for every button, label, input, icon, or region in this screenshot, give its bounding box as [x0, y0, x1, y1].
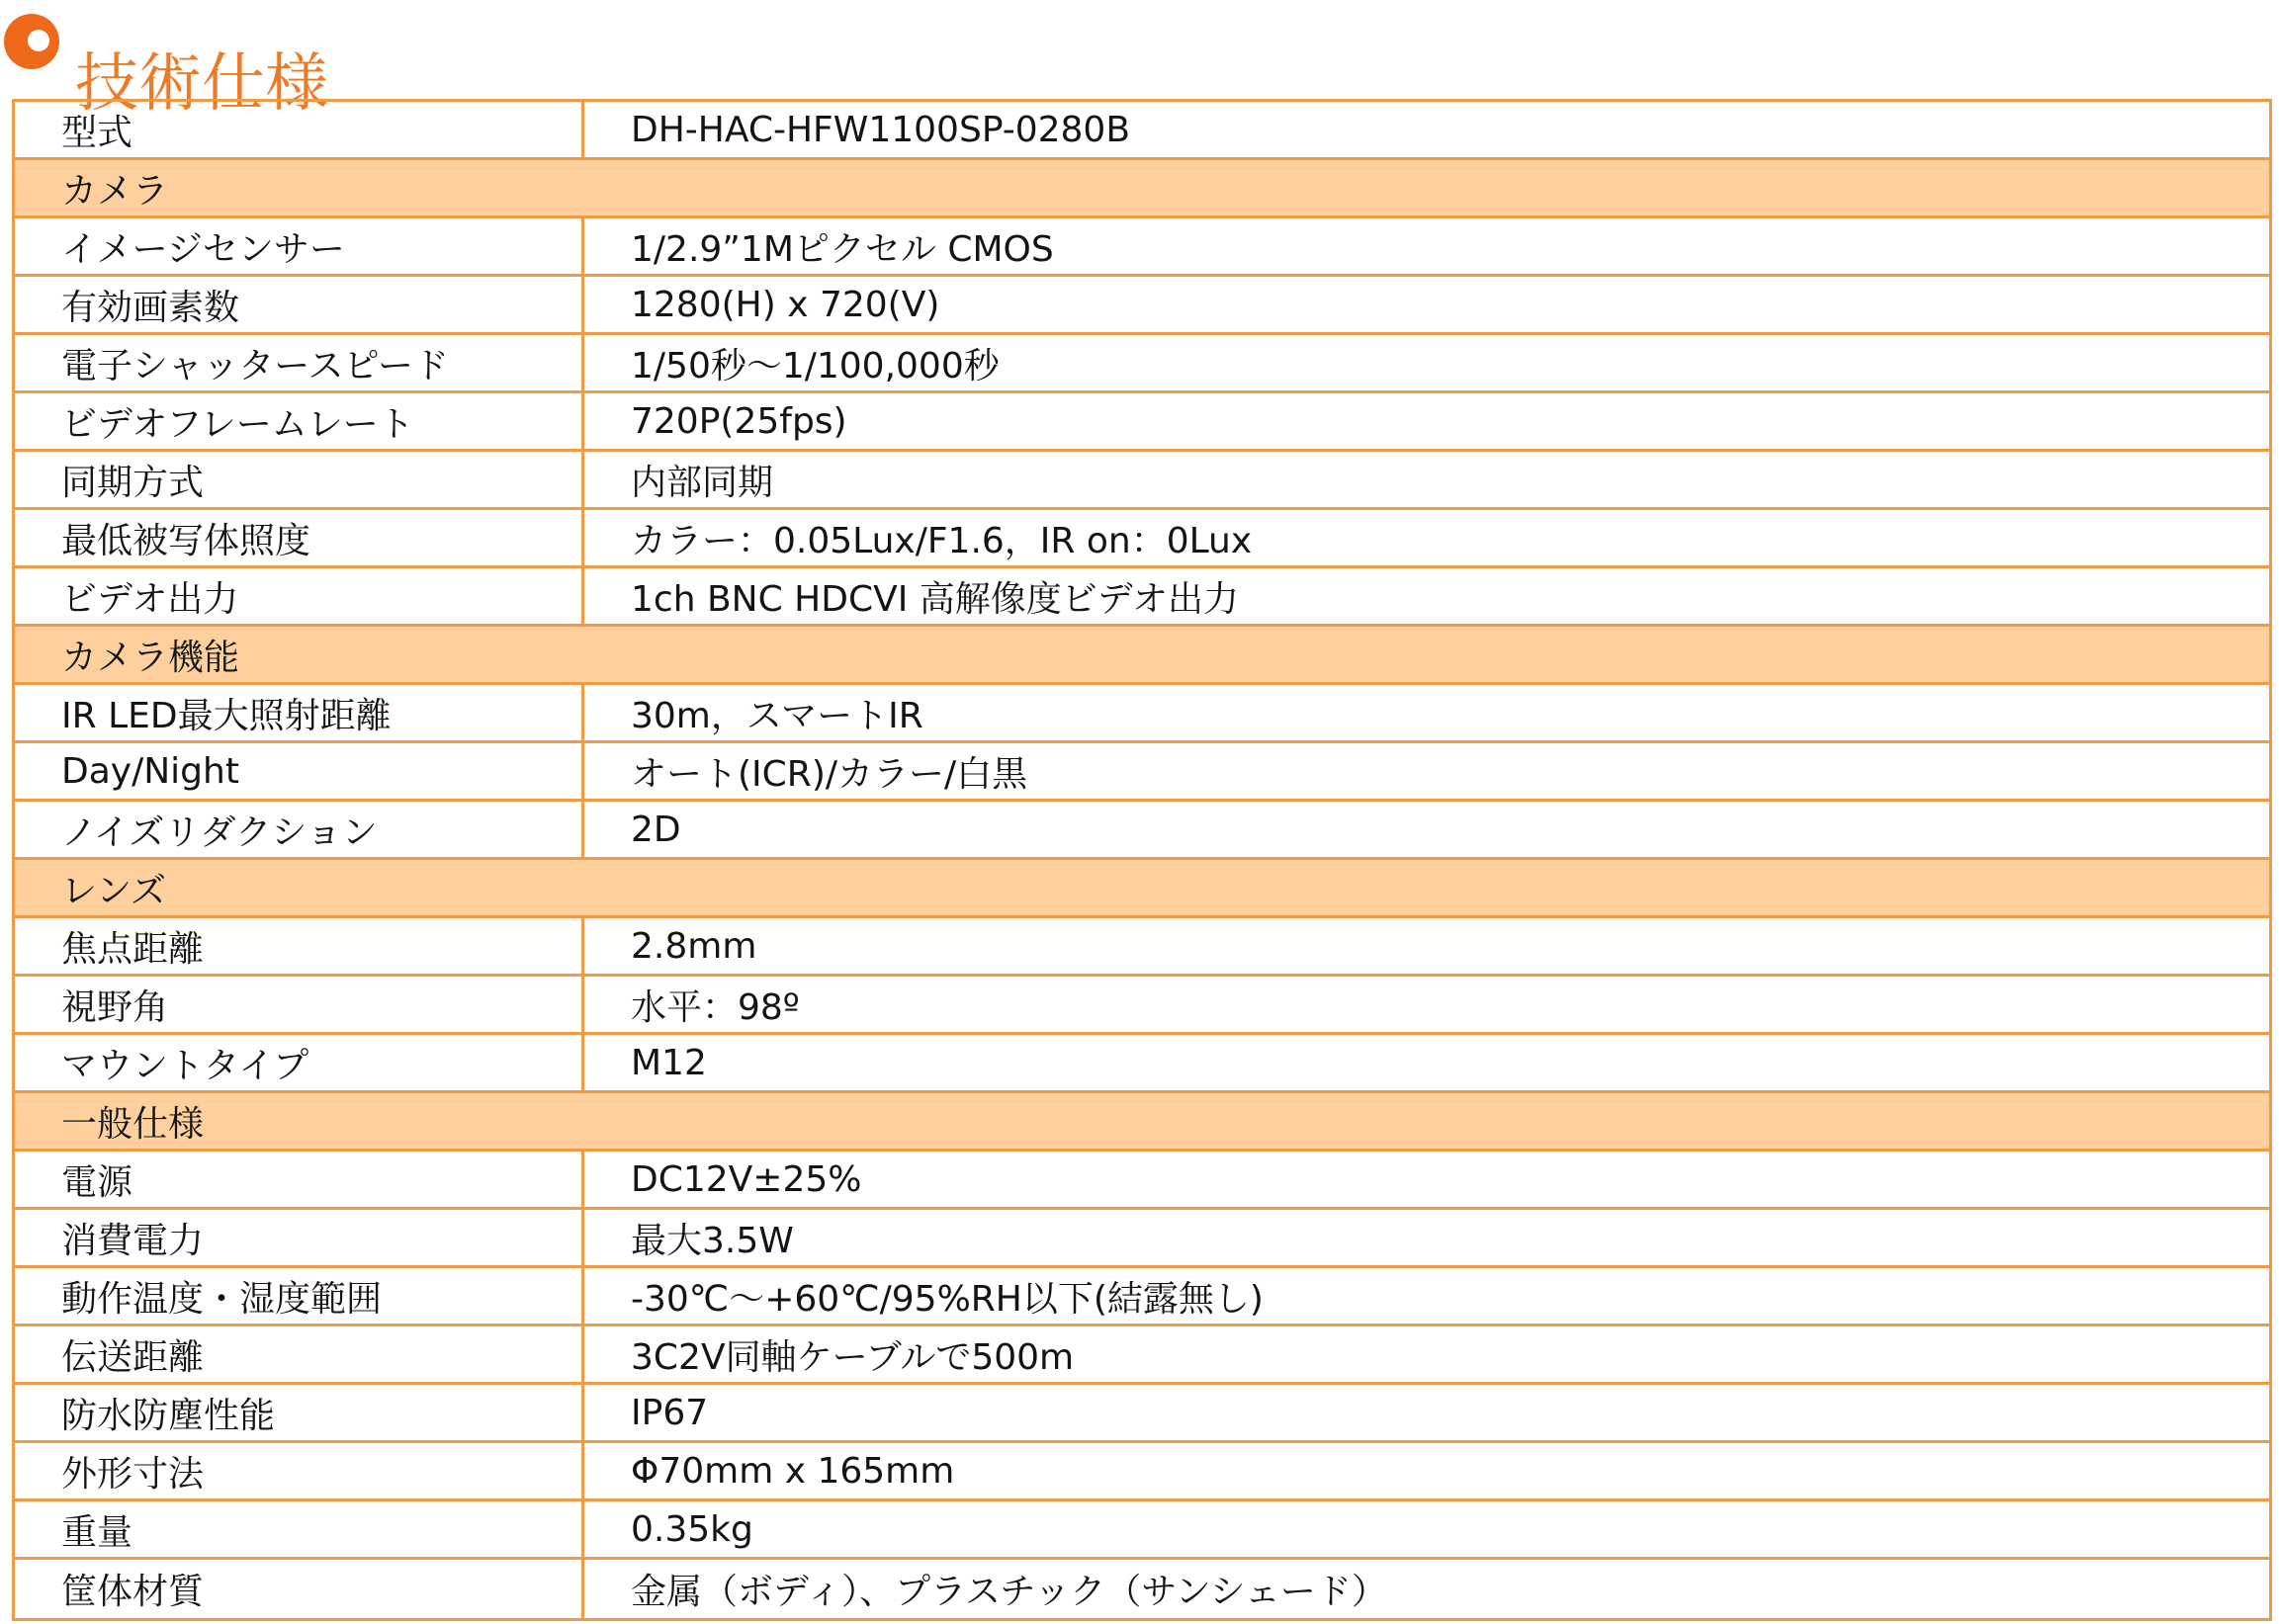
spec-row [15, 685, 2269, 743]
section-title: カメラ機能 [61, 637, 240, 678]
spec-value: 0.35kg [631, 1508, 753, 1550]
spec-label: 有効画素数 [15, 277, 584, 332]
spec-value: オート(ICR)/カラー/白黒 [631, 753, 1028, 795]
spec-value: 30m，スマートIR [631, 695, 923, 736]
spec-value: 1/2.9”1Mピクセル CMOS [631, 228, 1054, 270]
spec-value: Φ70mm x 165mm [631, 1450, 955, 1492]
spec-value: 1/50秒〜1/100,000秒 [631, 345, 1000, 386]
spec-value: 1ch BNC HDCVI 高解像度ビデオ出力 [631, 578, 1240, 620]
spec-value: M12 [631, 1042, 707, 1083]
spec-row [15, 1152, 2269, 1210]
spec-row [15, 1210, 2269, 1268]
spec-row [15, 1501, 2269, 1560]
spec-row [15, 1268, 2269, 1326]
spec-row [15, 1326, 2269, 1385]
spec-row [15, 1560, 2269, 1618]
page-title: 技術仕様 [75, 46, 328, 121]
section-header-row [15, 160, 2269, 218]
spec-table [12, 99, 2272, 1621]
spec-row [15, 277, 2269, 335]
spec-label: Day/Night [15, 743, 584, 799]
spec-label: 視野角 [15, 977, 584, 1032]
spec-label: 電子シャッタースピード [15, 335, 584, 390]
spec-value: DH-HAC-HFW1100SP-0280B [631, 109, 1131, 150]
spec-value: 3C2V同軸ケーブルで500m [631, 1336, 1075, 1378]
spec-value: 1280(H) x 720(V) [631, 284, 940, 325]
spec-value: 2.8mm [631, 925, 757, 967]
spec-value: -30℃〜+60℃/95%RH以下(結露無し) [631, 1278, 1264, 1320]
spec-label: 外形寸法 [15, 1443, 584, 1498]
spec-label: ビデオフレームレート [15, 393, 584, 449]
spec-label: 消費電力 [15, 1210, 584, 1265]
spec-row [15, 977, 2269, 1035]
spec-value: カラー：0.05Lux/F1.6，IR on：0Lux [631, 520, 1253, 561]
spec-label: 焦点距離 [15, 918, 584, 974]
spec-row [15, 452, 2269, 510]
spec-label: ビデオ出力 [15, 568, 584, 624]
spec-value: DC12V±25% [631, 1158, 862, 1200]
section-title: レンズ [61, 870, 167, 911]
spec-label: 型式 [15, 102, 584, 157]
spec-label: IR LED最大照射距離 [15, 685, 584, 740]
bullet-icon [4, 14, 59, 69]
spec-row [15, 102, 2269, 160]
spec-value: 最大3.5W [631, 1220, 794, 1261]
spec-row [15, 393, 2269, 452]
spec-row [15, 1385, 2269, 1443]
spec-value: 720P(25fps) [631, 400, 847, 442]
spec-value: 内部同期 [631, 462, 774, 503]
spec-row [15, 743, 2269, 802]
spec-label: 防水防塵性能 [15, 1385, 584, 1440]
spec-label: 筐体材質 [15, 1560, 584, 1618]
section-header-row [15, 860, 2269, 918]
section-title: 一般仕様 [61, 1103, 205, 1145]
spec-label: マウントタイプ [15, 1035, 584, 1090]
spec-row [15, 1035, 2269, 1093]
section-title: カメラ [61, 170, 169, 212]
spec-label: 同期方式 [15, 452, 584, 507]
section-header-row [15, 627, 2269, 685]
spec-row [15, 918, 2269, 977]
spec-label: イメージセンサー [15, 218, 584, 274]
spec-label: 動作温度・湿度範囲 [15, 1268, 584, 1324]
spec-row [15, 1443, 2269, 1501]
spec-label: 電源 [15, 1152, 584, 1207]
spec-value: IP67 [631, 1392, 709, 1433]
spec-label: 最低被写体照度 [15, 510, 584, 565]
spec-row [15, 510, 2269, 568]
spec-value: 2D [631, 809, 681, 850]
spec-value: 金属（ボディ）、プラスチック（サンシェード） [631, 1572, 1387, 1612]
spec-label: 伝送距離 [15, 1326, 584, 1382]
spec-row [15, 335, 2269, 393]
spec-label: ノイズリダクション [15, 802, 584, 857]
spec-value: 水平：98º [631, 986, 800, 1028]
spec-row [15, 802, 2269, 860]
spec-row [15, 218, 2269, 277]
page-header [0, 0, 692, 121]
spec-label: 重量 [15, 1501, 584, 1557]
spec-row [15, 568, 2269, 627]
section-header-row [15, 1093, 2269, 1152]
